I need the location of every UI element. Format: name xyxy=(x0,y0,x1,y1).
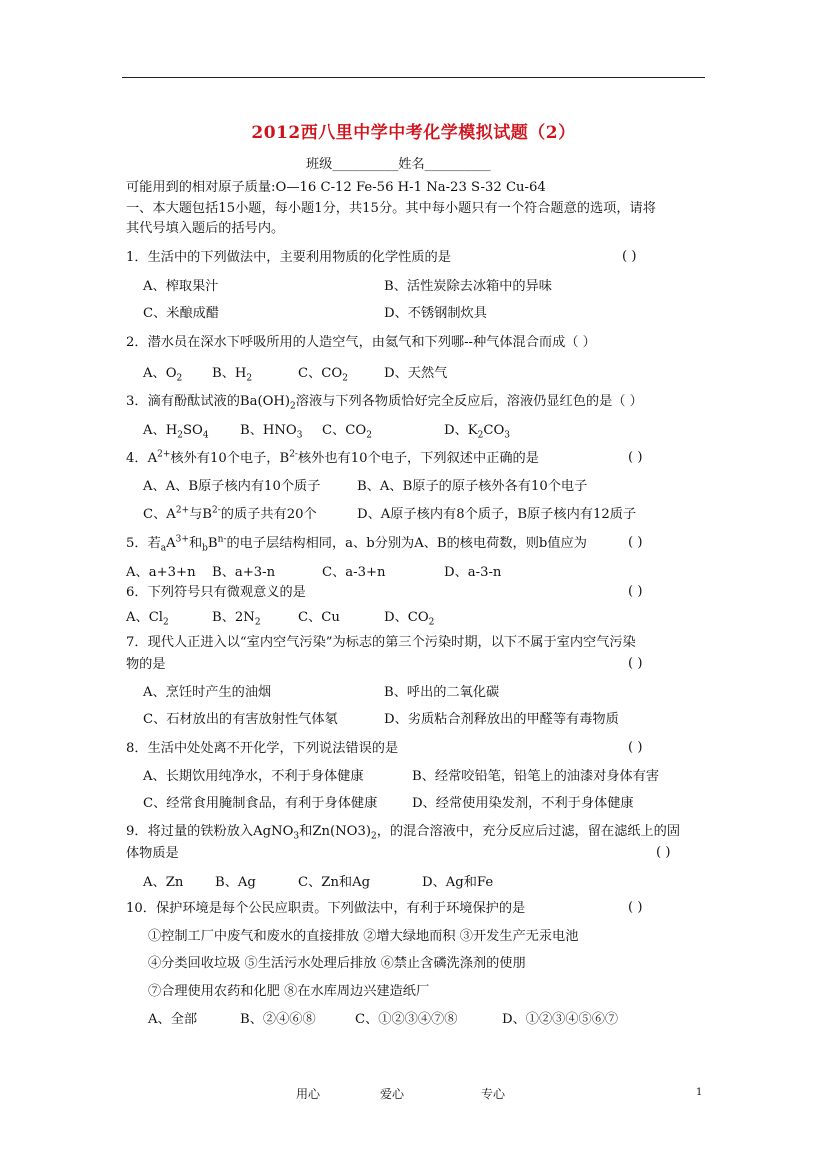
question-5-stem: 5．若$_aA^{3+}$和$_bB^{n-}$的电子层结构相同，a、b分别为A、B的核电荷数，则b值应为 xyxy=(126,534,587,554)
header-rule xyxy=(122,77,705,78)
question-7-stem-cont: 物的是 xyxy=(126,657,166,672)
q9-option-b: B、Ag xyxy=(215,875,256,890)
q9-option-d: D、Ag和Fe xyxy=(422,875,494,890)
question-1-stem: 1．生活中的下列做法中，主要利用物质的化学性质的是 xyxy=(126,250,451,265)
page-title: 2012西八里中学中考化学模拟试题（2） xyxy=(251,123,576,143)
q4-option-b: B、A、B原子的原子核外各有10个电子 xyxy=(357,479,588,494)
q2-option-b: B、$H_2$ xyxy=(212,366,253,384)
q1-option-b: B、活性炭除去冰箱中的异味 xyxy=(384,279,552,294)
q8-option-b: B、经常咬铅笔，铅笔上的油漆对身体有害 xyxy=(412,769,660,784)
q2-option-d: D、天然气 xyxy=(384,366,448,381)
answer-paren: ( ) xyxy=(628,900,643,915)
q9-option-c: C、Zn和Ag xyxy=(298,875,371,890)
q5-option-b: B、a+3-n xyxy=(212,565,276,580)
question-6-stem: 6．下列符号只有微观意义的是 xyxy=(126,585,306,600)
q10-option-c: C、①②③④⑦⑧ xyxy=(355,1012,458,1027)
q5-option-a: A、a+3+n xyxy=(126,565,196,580)
section-instructions: 一、本大题包括15小题，每小题1分，共15分。其中每小题只有一个符合题意的选项，请将 xyxy=(126,201,656,216)
question-7-stem: 7．现代人正进入以“室内空气污染”为标志的第三个污染时期，以下不属于室内空气污染 xyxy=(126,635,636,650)
q3-option-a: A、$H_2SO_4$ xyxy=(143,423,209,441)
q6-option-a: A、$Cl_2$ xyxy=(126,610,169,628)
q6-option-c: C、Cu xyxy=(298,610,340,625)
question-8-stem: 8．生活中处处离不开化学，下列说法错误的是 xyxy=(126,741,399,756)
q1-option-d: D、不锈钢制炊具 xyxy=(384,306,487,321)
q10-option-b: B、②④⑥⑧ xyxy=(240,1012,316,1027)
q7-option-b: B、呼出的二氧化碳 xyxy=(384,685,500,700)
answer-paren: ( ) xyxy=(628,740,643,755)
question-3-stem: 3．滴有酚酞试液的$Ba(OH)_2$溶液与下列各物质恰好完全反应后，溶液仍显红色的是（ ） xyxy=(126,394,643,412)
footer-text-1: 用心 xyxy=(296,1087,321,1101)
q1-option-c: C、米酿成醋 xyxy=(143,306,220,321)
q6-option-b: B、$2N_2$ xyxy=(212,610,261,628)
atomic-masses: 可能用到的相对原子质量:O—16 C-12 Fe-56 H-1 Na-23 S-32 Cu-64 xyxy=(126,180,546,195)
answer-paren: ( ) xyxy=(622,249,637,264)
q10-statements-2: ④分类回收垃圾 ⑤生活污水处理后排放 ⑥禁止含磷洗涤剂的使朋 xyxy=(148,956,526,971)
answer-paren: ( ) xyxy=(628,535,643,550)
q9-option-a: A、Zn xyxy=(143,875,184,890)
q2-option-a: A、$O_2$ xyxy=(143,366,183,384)
q10-statements-1: ①控制工厂中废气和废水的直接排放 ②增大绿地而积 ③开发生产无汞电池 xyxy=(148,929,579,944)
footer-text-2: 爱心 xyxy=(380,1087,405,1101)
footer-text-3: 专心 xyxy=(481,1087,506,1101)
q10-option-d: D、①②③④⑤⑥⑦ xyxy=(502,1012,619,1027)
q3-option-b: B、$HNO_3$ xyxy=(240,423,303,441)
q1-option-a: A、榨取果汁 xyxy=(143,279,219,294)
q8-option-d: D、经常使用染发剂，不利于身体健康 xyxy=(412,796,634,811)
q5-option-d: D、a-3-n xyxy=(444,565,502,580)
answer-paren: ( ) xyxy=(628,584,643,599)
question-10-stem: 10．保护环境是每个公民应职责。下列做法中，有利于环境保护的是 xyxy=(126,901,526,916)
question-9-stem-cont: 体物质是 xyxy=(126,846,179,861)
q2-option-c: C、$CO_2$ xyxy=(298,366,348,384)
q10-option-a: A、全部 xyxy=(148,1012,198,1027)
question-4-stem: 4．$A^{2+}$核外有10个电子，$B^{2-}$核外也有10个电子，下列叙述中正确的是 xyxy=(126,449,539,466)
answer-paren: ( ) xyxy=(628,450,643,465)
section-instructions-cont: 其代号填入题后的括号内。 xyxy=(126,221,285,236)
q10-statements-3: ⑦合理使用农药和化肥 ⑧在水库周边兴建造纸厂 xyxy=(148,984,430,999)
answer-paren: ( ) xyxy=(656,845,671,860)
q7-option-c: C、石材放出的有害放射性气体氡 xyxy=(143,712,338,727)
q3-option-d: D、$K_2CO_3$ xyxy=(444,423,510,441)
q7-option-a: A、烹饪时产生的油烟 xyxy=(143,685,272,700)
q5-option-c: C、a-3+n xyxy=(322,565,386,580)
page-number: 1 xyxy=(696,1087,703,1098)
question-9-stem: 9．将过量的铁粉放入AgNO$_3$和$Zn(NO3)_2$，的混合溶液中，充分反应后过滤，留在滤纸上的固 xyxy=(126,824,681,842)
class-name-line: 班级__________姓名__________ xyxy=(306,157,491,172)
q8-option-a: A、长期饮用纯净水，不利于身体健康 xyxy=(143,769,364,784)
q6-option-d: D、$CO_2$ xyxy=(384,610,435,628)
q4-option-a: A、A、B原子核内有10个质子 xyxy=(143,479,321,494)
q3-option-c: C、$CO_2$ xyxy=(322,423,372,441)
q7-option-d: D、劣质粘合剂释放出的甲醛等有毒物质 xyxy=(384,712,619,727)
answer-paren: ( ) xyxy=(628,656,643,671)
question-2-stem: 2．潜水员在深水下呼吸所用的人造空气，由氦气和下列哪--种气体混合而成（ ） xyxy=(126,335,596,350)
q4-option-c: C、$A^{2+}$与$B^{2-}$的质子共有20个 xyxy=(143,505,317,522)
q8-option-c: C、经常食用腌制食品，有利于身体健康 xyxy=(143,796,378,811)
q4-option-d: D、A原子核内有8个质子，B原子核内有12质子 xyxy=(357,507,637,522)
